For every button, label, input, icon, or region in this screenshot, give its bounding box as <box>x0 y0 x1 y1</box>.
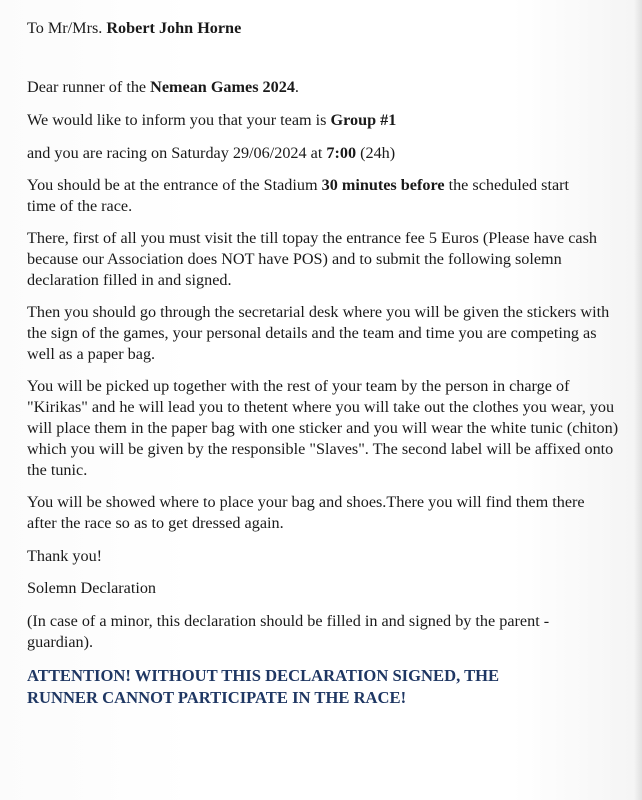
letter-body <box>27 18 632 709</box>
arrival-suffix: the scheduled start time of the race. <box>27 176 570 215</box>
thanks-line: Thank you! <box>27 547 103 565</box>
team-line <box>27 110 632 131</box>
arrival-emphasis: 30 minutes before <box>321 176 445 194</box>
declaration-title: Solemn Declaration <box>27 579 157 597</box>
pickup-paragraph: You will be picked up together with the rest of your team by the person in charge of "Kirikas" and he will lead you to thetent where you will take out the clothes you wear, you will place them in the paper bag with one sticker and you will wear the white tunic (chiton) which you will be given by the responsible "Slaves". The second label will be affixed onto the tunic. <box>27 377 619 479</box>
greeting-prefix: Dear runner of the <box>27 78 151 96</box>
arrival-paragraph <box>27 175 587 217</box>
bag-paragraph: You will be showed where to place your bag and shoes.There you will find them there after the race so as to get dressed again. <box>27 493 585 532</box>
salutation-line <box>27 18 632 39</box>
salutation-prefix: To Mr/Mrs. <box>27 19 107 37</box>
greeting-line <box>27 77 632 98</box>
race-suffix: (24h) <box>356 144 396 162</box>
paper-edge-shadow <box>634 0 642 800</box>
arrival-prefix: You should be at the entrance of the Stadium <box>27 176 322 194</box>
race-line <box>27 143 632 164</box>
team-group: Group #1 <box>330 111 397 129</box>
till-paragraph: There, first of all you must visit the till topay the entrance fee 5 Euros (Please have cash because our Association does NOT have POS) and to submit the following solemn declaration filled in and signed. <box>27 229 597 289</box>
secretarial-paragraph: Then you should go through the secretarial desk where you will be given the stickers with the sign of the games, your personal details and the team and time you are competing as well as a paper bag. <box>27 303 610 363</box>
race-prefix: and you are racing on Saturday 29/06/2024 at <box>27 144 327 162</box>
attention-line-2: RUNNER CANNOT PARTICIPATE IN THE RACE! <box>27 688 407 707</box>
attention-line-1: ATTENTION! WITHOUT THIS DECLARATION SIGNED, THE <box>27 666 500 685</box>
race-time: 7:00 <box>326 144 357 162</box>
minor-note: (In case of a minor, this declaration should be filled in and signed by the parent -guardian). <box>27 612 550 651</box>
greeting-suffix: . <box>294 78 299 96</box>
team-prefix: We would like to inform you that your team is <box>27 111 331 129</box>
recipient-name: Robert John Horne <box>106 19 242 37</box>
event-name: Nemean Games 2024 <box>150 78 295 96</box>
